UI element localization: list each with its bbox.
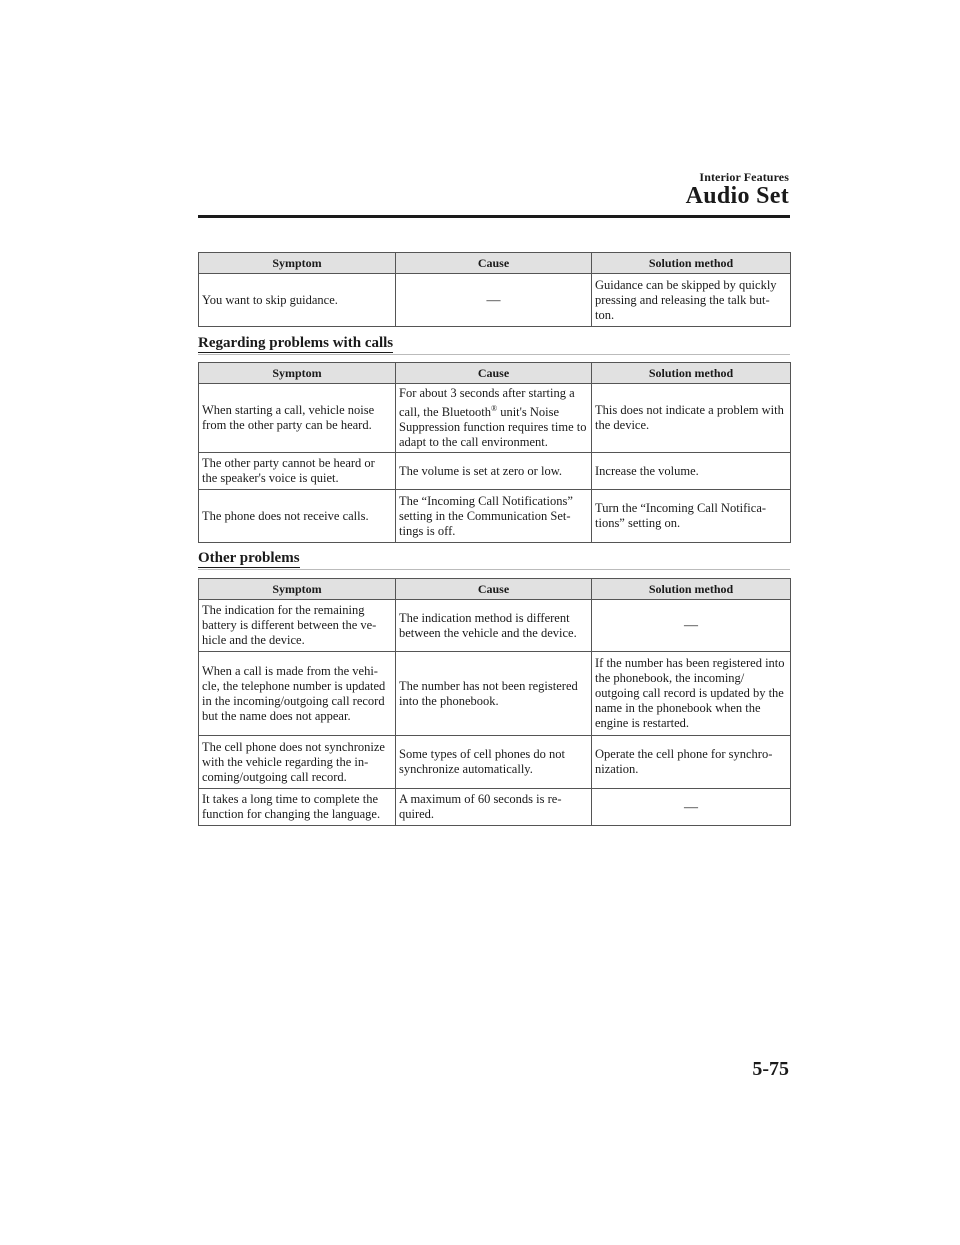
cause-header: Cause bbox=[396, 253, 592, 274]
symptom-cell: The other party cannot be heard or the speaker's voice is quiet. bbox=[199, 453, 396, 490]
symptom-cell: The indication for the remaining battery is different between the ve-hicle and the device. bbox=[199, 600, 396, 652]
symptom-cell: When starting a call, vehicle noise from the other party can be heard. bbox=[199, 384, 396, 453]
symptom-header: Symptom bbox=[199, 363, 396, 384]
solution-cell: Operate the cell phone for synchro-nization. bbox=[592, 736, 791, 789]
cause-cell: Some types of cell phones do not synchronize automatically. bbox=[396, 736, 592, 789]
solution-cell: Increase the volume. bbox=[592, 453, 791, 490]
guidance-table bbox=[198, 252, 791, 327]
solution-header: Solution method bbox=[592, 363, 791, 384]
solution-cell: This does not indicate a problem with the device. bbox=[592, 384, 791, 453]
cause-cell: The number has not been registered into the phonebook. bbox=[396, 652, 592, 736]
solution-cell: Turn the “Incoming Call Notifica-tions” setting on. bbox=[592, 490, 791, 543]
symptom-cell: The phone does not receive calls. bbox=[199, 490, 396, 543]
table-row bbox=[199, 453, 791, 490]
table-header-row bbox=[199, 253, 791, 274]
cause-header: Cause bbox=[396, 579, 592, 600]
symptom-cell: The cell phone does not synchronize with the vehicle regarding the in-coming/outgoing call record. bbox=[199, 736, 396, 789]
table-header-row bbox=[199, 363, 791, 384]
section-heading-calls: Regarding problems with calls bbox=[198, 335, 790, 355]
table-row bbox=[199, 384, 791, 453]
section-heading-other: Other problems bbox=[198, 550, 790, 570]
table-header-row bbox=[199, 579, 791, 600]
table-row bbox=[199, 652, 791, 736]
symptom-header: Symptom bbox=[199, 253, 396, 274]
page-number: 5-75 bbox=[752, 1058, 789, 1080]
solution-cell: Guidance can be skipped by quickly pressing and releasing the talk but-ton. bbox=[592, 274, 791, 327]
chapter-label: Interior Features bbox=[699, 170, 789, 184]
other-problems-table bbox=[198, 578, 791, 826]
cause-cell: For about 3 seconds after starting a call, the Bluetooth® unit's Noise Suppression function requires time to adapt to the call environment. bbox=[396, 384, 592, 453]
cause-cell: The “Incoming Call Notifications” setting in the Communication Set-tings is off. bbox=[396, 490, 592, 543]
symptom-cell: It takes a long time to complete the function for changing the language. bbox=[199, 789, 396, 826]
symptom-cell: When a call is made from the vehi-cle, the telephone number is updated in the incoming/outgoing call record but the name does not appear. bbox=[199, 652, 396, 736]
table-row bbox=[199, 490, 791, 543]
page-title: Audio Set bbox=[685, 183, 789, 209]
cause-cell: The indication method is different between the vehicle and the device. bbox=[396, 600, 592, 652]
symptom-header: Symptom bbox=[199, 579, 396, 600]
table-row bbox=[199, 274, 791, 327]
header-rule bbox=[198, 215, 790, 218]
solution-cell: If the number has been registered into the phonebook, the incoming/ outgoing call record is updated by the name in the phonebook when the engine is restarted. bbox=[592, 652, 791, 736]
cause-cell: — bbox=[396, 274, 592, 327]
calls-table bbox=[198, 362, 791, 543]
solution-cell: — bbox=[592, 789, 791, 826]
solution-header: Solution method bbox=[592, 579, 791, 600]
symptom-cell: You want to skip guidance. bbox=[199, 274, 396, 327]
cause-cell: The volume is set at zero or low. bbox=[396, 453, 592, 490]
table-row bbox=[199, 789, 791, 826]
table-row bbox=[199, 736, 791, 789]
solution-header: Solution method bbox=[592, 253, 791, 274]
cause-cell: A maximum of 60 seconds is re-quired. bbox=[396, 789, 592, 826]
table-row bbox=[199, 600, 791, 652]
cause-header: Cause bbox=[396, 363, 592, 384]
solution-cell: — bbox=[592, 600, 791, 652]
